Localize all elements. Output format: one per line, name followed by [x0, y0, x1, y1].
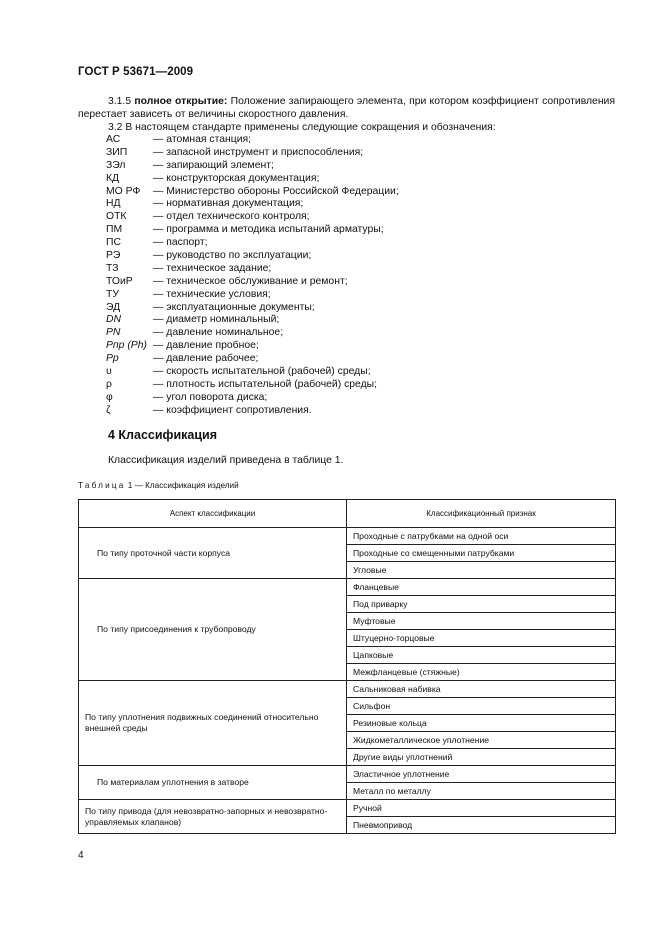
abbreviation-definition: — эксплуатационные документы;: [153, 301, 315, 313]
table-cell-aspect: По типу проточной части корпуса: [79, 528, 347, 579]
table-cell-feature: Проходные с патрубками на одной оси: [347, 528, 616, 545]
abbreviation-term: НД: [106, 198, 121, 210]
table-cell-feature: Муфтовые: [347, 613, 616, 630]
abbreviation-term: КД: [106, 172, 120, 184]
clause-text: Положение запирающего элемента, при котором коэффициент сопротивления перестает зависеть от величины скоростного давления.: [78, 96, 615, 120]
abbreviation-term: ТЗ: [106, 262, 119, 274]
section-title: 4 Классификация: [108, 428, 218, 442]
table-cell-feature: Цапковые: [347, 647, 616, 664]
document-header: ГОСТ Р 53671—2009: [78, 66, 194, 78]
table-cell-feature: Угловые: [347, 562, 616, 579]
table-cell-feature: Другие виды уплотнений: [347, 749, 616, 766]
abbreviation-definition: — техническое обслуживание и ремонт;: [153, 275, 348, 287]
table-cell-aspect: По типу уплотнения подвижных соединений относительно внешней среды: [79, 681, 347, 766]
table-row: [79, 766, 616, 783]
classification-table: [78, 499, 616, 834]
table-caption: [78, 481, 239, 490]
table-cell-feature: Под приварку: [347, 596, 616, 613]
table-cell-feature: Резиновые кольца: [347, 715, 616, 732]
table-cell-aspect: По типу присоединения к трубопроводу: [79, 579, 347, 681]
table-cell-feature: Эластичное уплотнение: [347, 766, 616, 783]
abbreviation-definition: — давление номинальное;: [153, 327, 284, 339]
abbreviation-term: PN: [106, 327, 121, 339]
abbreviation-term: ОТК: [106, 211, 127, 223]
abbreviation-term: ТОиР: [106, 275, 133, 287]
table-header-row: [79, 500, 616, 528]
clause-3-2: 3.2 В настоящем стандарте применены следующие сокращения и обозначения:: [108, 122, 496, 133]
abbreviation-definition: — запасной инструмент и приспособления;: [153, 146, 364, 158]
abbreviation-definition: — диаметр номинальный;: [153, 314, 280, 326]
abbreviation-definition: — программа и методика испытаний арматуры;: [153, 224, 384, 236]
table-cell-aspect: По типу привода (для невозвратно-запорных и невозвратно-управляемых клапанов): [79, 800, 347, 834]
table-row: [79, 800, 616, 817]
abbreviation-term: ЗИП: [106, 146, 128, 158]
abbreviation-definition: — коэффициент сопротивления.: [153, 404, 312, 416]
abbreviation-definition: — технические условия;: [153, 288, 271, 300]
table-cell-feature: Сильфон: [347, 698, 616, 715]
table-cell-feature: Пневмопривод: [347, 817, 616, 834]
table-caption-label: Таблица: [78, 481, 126, 490]
table-cell-feature: Штуцерно-торцовые: [347, 630, 616, 647]
clause-term: полное открытие:: [134, 96, 228, 107]
abbreviation-term: ПС: [106, 237, 121, 249]
abbreviation-term: ЭД: [106, 301, 121, 313]
clause-3-1-5: [78, 95, 615, 121]
abbreviation-definition: — плотность испытательной (рабочей) среды;: [153, 378, 378, 390]
table-header-feature: Классификационный признак: [347, 500, 616, 528]
abbreviation-term: ЗЭл: [106, 159, 126, 171]
abbreviation-term: ТУ: [106, 288, 119, 300]
table-cell-aspect: По материалам уплотнения в затворе: [79, 766, 347, 800]
abbreviation-term: АС: [106, 134, 121, 145]
abbreviation-definition: — скорость испытательной (рабочей) среды;: [153, 366, 371, 378]
abbreviation-definition: — Министерство обороны Российской Федерации;: [153, 185, 399, 197]
abbreviation-term: φ: [106, 391, 113, 403]
page-number: 4: [78, 850, 84, 861]
abbreviation-term: Pпр (Ph): [106, 340, 147, 352]
abbreviation-term: ζ: [106, 404, 111, 416]
table-row: [79, 528, 616, 545]
clause-number: 3.1.5: [108, 96, 132, 107]
abbreviation-definition: — давление пробное;: [153, 340, 259, 352]
section-intro: Классификация изделий приведена в таблице 1.: [108, 455, 344, 466]
table-cell-feature: Проходные со смещенными патрубками: [347, 545, 616, 562]
abbreviation-term: ПМ: [106, 224, 123, 236]
abbreviation-definition: — давление рабочее;: [153, 353, 259, 365]
abbreviation-definition: — паспорт;: [153, 237, 208, 249]
table-cell-feature: Сальниковая набивка: [347, 681, 616, 698]
table-row: [79, 681, 616, 698]
table-cell-feature: Металл по металлу: [347, 783, 616, 800]
abbreviation-definition: — техническое задание;: [153, 262, 272, 274]
abbreviation-term: DN: [106, 314, 122, 326]
abbreviation-definition: — атомная станция;: [153, 134, 252, 145]
abbreviation-definition: — руководство по эксплуатации;: [153, 250, 312, 262]
table-row: [79, 579, 616, 596]
abbreviation-term: Pр: [106, 353, 119, 365]
table-caption-number: 1: [127, 481, 133, 490]
abbreviation-term: РЭ: [106, 250, 121, 262]
table-header-aspect: Аспект классификации: [79, 500, 347, 528]
abbreviation-definition: — отдел технического контроля;: [153, 211, 310, 223]
table-cell-feature: Ручной: [347, 800, 616, 817]
table-cell-feature: Фланцевые: [347, 579, 616, 596]
abbreviation-definition: — угол поворота диска;: [153, 391, 268, 403]
table-cell-feature: Межфланцевые (стяжные): [347, 664, 616, 681]
abbreviation-definition: — нормативная документация;: [153, 198, 304, 210]
abbreviation-term: ρ: [106, 378, 112, 390]
abbreviation-term: МО РФ: [106, 185, 141, 197]
table-caption-title: — Классификация изделий: [134, 481, 239, 490]
table-cell-feature: Жидкометаллическое уплотнение: [347, 732, 616, 749]
abbreviation-definition: — конструкторская документация;: [153, 172, 320, 184]
abbreviation-term: υ: [106, 366, 112, 378]
abbreviation-definition: — запирающий элемент;: [153, 159, 274, 171]
